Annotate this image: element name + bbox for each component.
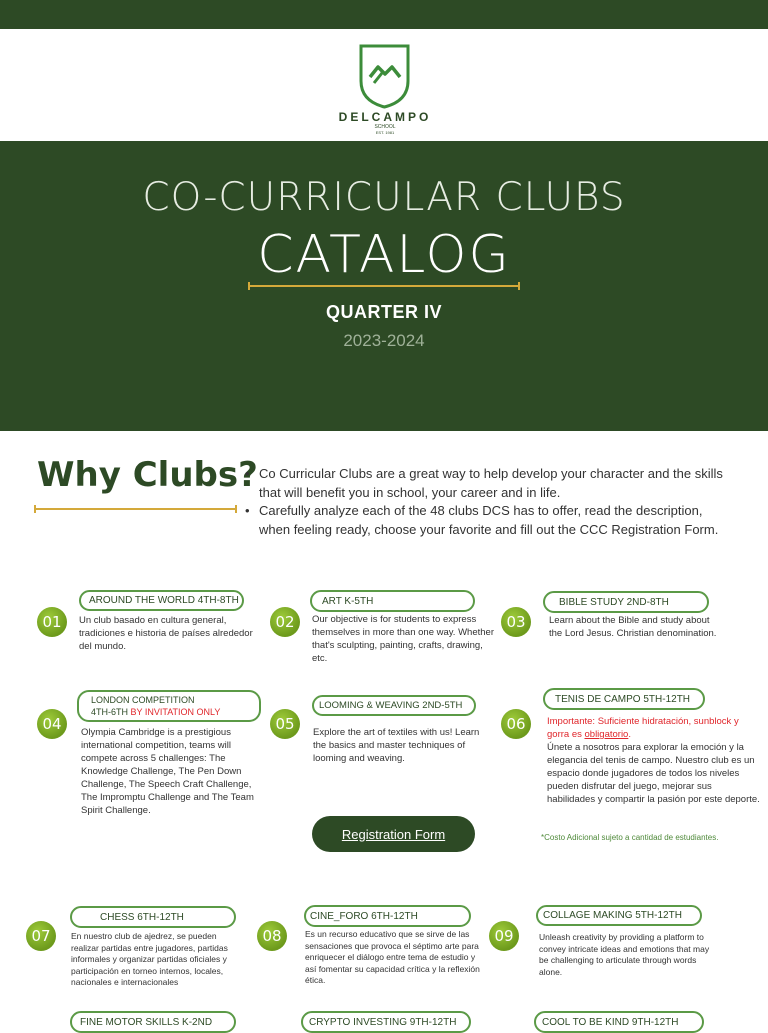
important-notice-end: . [628,729,631,740]
why-bullet: • Carefully analyze each of the 48 clubs DCS has to offer, read the description, when feeling ready, choose your favorite and fill out the CCC Registration Form. [245,502,725,539]
club-name-pill: BIBLE STUDY 2ND-8TH [543,591,709,613]
club-description: En nuestro club de ajedrez, se pueden realizar partidas entre jugadores, partidas informales y organizar partidas oficiales y participación en torneo internos, locales, nacionales e internacionales [71,931,228,987]
club-description: Our objective is for students to express themselves in more than one way. Whether that's sculpting, painting, crafts, drawing, etc. [312,614,494,664]
club-name-pill: LOOMING & WEAVING 2ND-5TH [312,695,476,716]
club-name-pill: COOL TO BE KIND 9TH-12TH [534,1011,704,1033]
club-name-pill: FINE MOTOR SKILLS K-2ND [70,1011,236,1033]
club-description: Un club basado en cultura general, tradiciones e historia de países alrededor del mundo. [79,615,253,652]
club-name-pill: CHESS 6TH-12TH [70,906,236,928]
obligatorio-link[interactable]: obligatorio [584,729,629,740]
club-description: Unleash creativity by providing a platform to convey intricate ideas and emotions that may be challenging to articulate through words alone. [539,932,710,977]
club-description-text: Únete a nosotros para explorar la emoción y la elegancia del tenis de campo. Nuestro club es un espacio donde jugadores de todos los niveles pueden disfrutar del juego, mejorar sus habilidades y compartir la pasión por este deporte. [547,742,760,805]
club-name-pill: CINE_FORO 6TH-12TH [304,905,471,927]
school-sub: SCHOOL [374,124,396,130]
invitation-only-label: BY INVITATION ONLY [130,707,221,717]
club-number-badge: 09 [489,921,519,951]
club-description: Explore the art of textiles with us! Learn the basics and master techniques of looming and weaving. [313,727,480,764]
logo-area [0,29,768,141]
club-number-badge: 07 [26,921,56,951]
quarter-label: QUARTER IV [325,302,442,322]
club-number-badge: 04 [37,709,67,739]
club-number-badge: 02 [270,607,300,637]
school-name: DELCAMPO [338,110,432,124]
club-name-pill: CRYPTO INVESTING 9TH-12TH [301,1011,471,1033]
important-notice: Importante: Suficiente hidratación, sunblock y gorra es [547,716,739,740]
club-number-badge: 01 [37,607,67,637]
club-name-pill: COLLAGE MAKING 5TH-12TH [536,905,702,926]
club-name-pill [77,690,261,722]
hero-divider [248,285,520,287]
hero-title-line1: CO-CURRICULAR CLUBS [142,175,626,220]
club-name-grades: 4TH-6TH [91,707,129,717]
why-divider [34,508,237,510]
club-description: Es un recurso educativo que se sirve de las sensaciones que provoca el séptimo arte para enriquecer el diálogo entre tema de estudio y así fomentar su capacidad crítica y la reflexión ética. [305,929,480,985]
why-bullet: • Co Curricular Clubs are a great way to help develop your character and the skills that will benefit you in school, your career and in life. [245,465,725,502]
club-number-badge: 08 [257,921,287,951]
club-description [547,715,762,806]
hero-title-line2: CATALOG [257,225,511,285]
club-name-pill: TENIS DE CAMPO 5TH-12TH [543,688,705,710]
club-name-pill: ART K-5TH [310,590,475,612]
school-year: 2023-2024 [343,331,425,350]
top-bar [0,0,768,29]
why-bullets [245,465,725,539]
cost-note: *Costo Adicional sujeto a cantidad de estudiantes. [541,833,719,842]
club-number-badge: 05 [270,709,300,739]
club-name-line1: LONDON COMPETITION [91,695,195,705]
school-est: EST. 1981 [375,130,395,135]
registration-form-button[interactable]: Registration Form [312,816,475,852]
club-description: Olympia Cambridge is a prestigious international competition, teams will compete across 5 challenges: The Knowledge Challenge, The Pen Down Challenge, The Speech Craft Challenge, The Impromptu Challenge and The Team Spirit Challenge. [81,727,254,816]
club-number-badge: 03 [501,607,531,637]
club-name-pill: AROUND THE WORLD 4TH-8TH [79,590,244,611]
club-number-badge: 06 [501,709,531,739]
why-clubs-heading: Why Clubs? [37,455,258,495]
club-description: Learn about the Bible and study about the Lord Jesus. Christian denomination. [549,615,717,639]
